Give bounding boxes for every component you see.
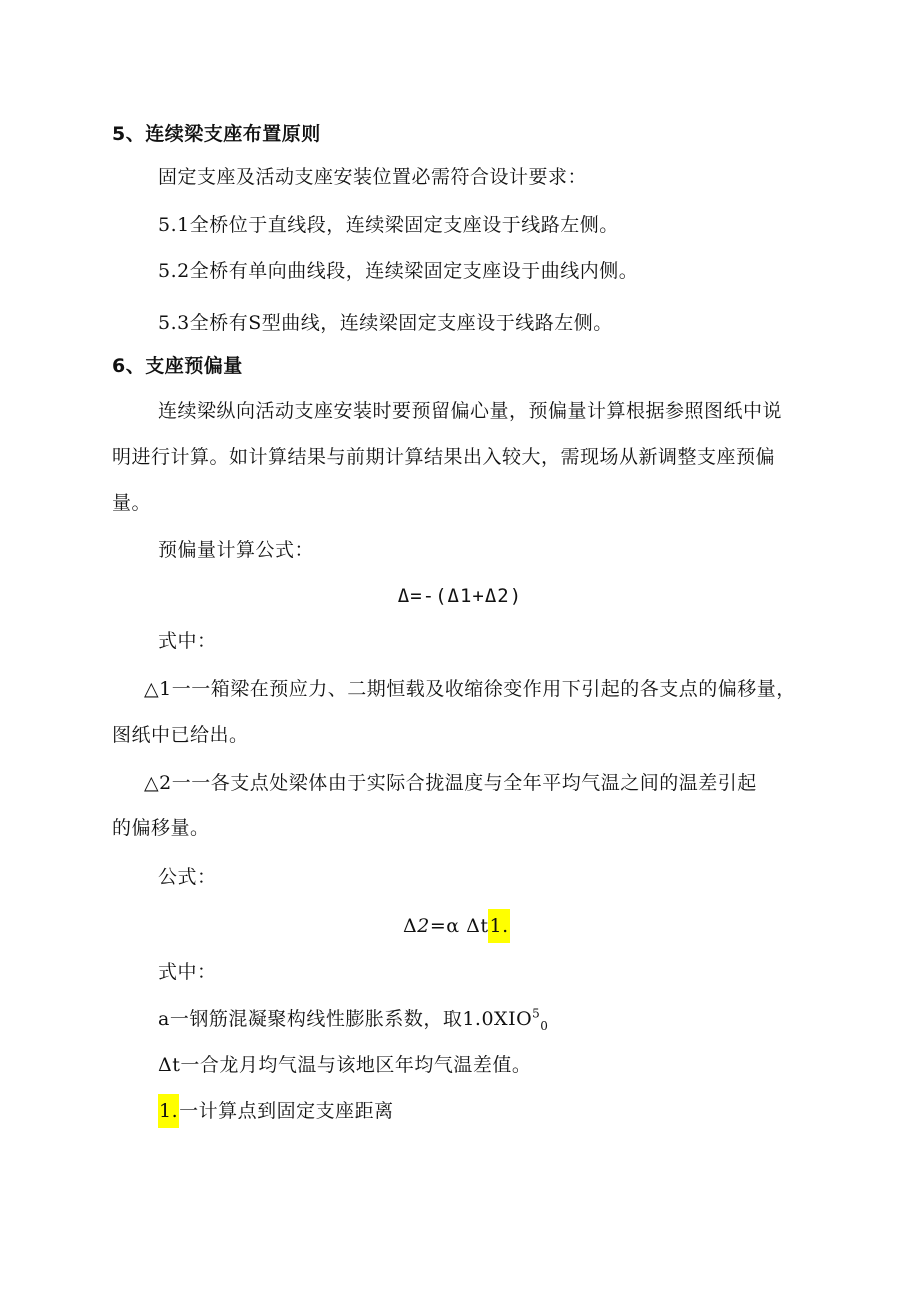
formula-secondary	[403, 913, 510, 939]
formula-main: Δ=-(Δ1+Δ2)	[397, 585, 523, 607]
formula2-highlight: 1.	[488, 909, 509, 943]
alpha-subscript: 0	[540, 1018, 549, 1033]
section-5-intro: 固定支座及活动支座安装位置必需符合设计要求：	[158, 166, 588, 188]
length-definition-text: 一计算点到固定支座距离	[179, 1100, 394, 1122]
formula2-index: 2=	[417, 915, 447, 937]
formula-label: 预偏量计算公式：	[158, 539, 315, 561]
where-label-2: 式中：	[158, 961, 217, 983]
formula2-rhs: α Δt	[446, 915, 489, 937]
length-symbol-highlight: 1.	[158, 1094, 179, 1128]
alpha-exponent: 5	[532, 1006, 541, 1021]
section-6-para-line-3: 量。	[112, 492, 152, 514]
delta1-definition-line-1: △1一一箱梁在预应力、二期恒载及收缩徐变作用下引起的各支点的偏移量，	[144, 678, 796, 700]
section-6-para-line-2: 明进行计算。如计算结果与前期计算结果出入较大，需现场从新调整支座预偏	[112, 446, 776, 468]
section-5-item-2: 5.2全桥有单向曲线段，连续梁固定支座设于曲线内侧。	[158, 260, 639, 282]
section-6-para-line-1: 连续梁纵向活动支座安装时要预留偏心量，预偏量计算根据参照图纸中说	[158, 400, 783, 422]
formula2-label: 公式：	[158, 866, 217, 888]
alpha-definition	[158, 1006, 548, 1032]
delta2-definition-line-1: △2一一各支点处梁体由于实际合拢温度与全年平均气温之间的温差引起	[144, 772, 757, 794]
length-definition	[158, 1098, 394, 1124]
where-label-1: 式中：	[158, 630, 217, 652]
delta2-definition-line-2: 的偏移量。	[112, 817, 210, 839]
formula2-delta: Δ	[403, 915, 418, 937]
section-5-item-3: 5.3全桥有S型曲线，连续梁固定支座设于线路左侧。	[158, 312, 613, 334]
delta1-definition-line-2: 图纸中已给出。	[112, 724, 249, 746]
alpha-definition-text: a一钢筋混凝聚构线性膨胀系数，取1.0XIO	[158, 1008, 533, 1030]
section-6-heading: 6、支座预偏量	[112, 355, 243, 377]
delta-t-definition: Δt一合龙月均气温与该地区年均气温差值。	[158, 1054, 532, 1076]
section-5-item-1: 5.1全桥位于直线段，连续梁固定支座设于线路左侧。	[158, 214, 619, 236]
section-5-heading: 5、连续梁支座布置原则	[112, 123, 321, 145]
